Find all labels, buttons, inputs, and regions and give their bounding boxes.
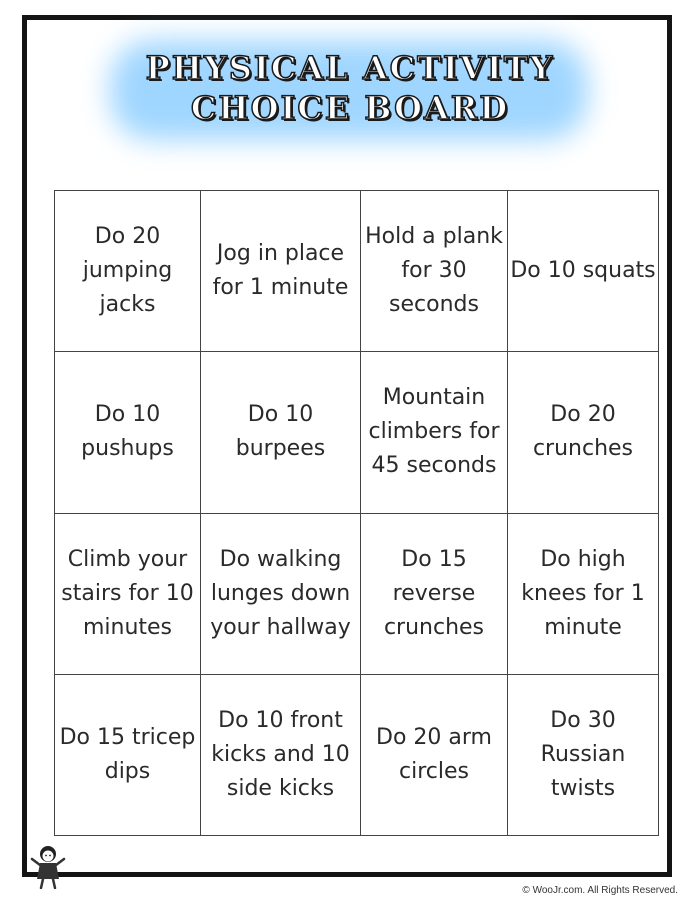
title-line-1: PHYSICAL ACTIVITY [145, 49, 555, 87]
page-title [80, 48, 620, 128]
board-cell: Do 15 tricep dips [55, 674, 201, 835]
woo-jr-mascot-icon [30, 843, 66, 889]
board-cell: Jog in place for 1 minute [201, 191, 361, 352]
board-cell: Climb your stairs for 10 minutes [55, 513, 201, 674]
board-cell: Do walking lunges down your hallway [201, 513, 361, 674]
board-row [55, 513, 659, 674]
copyright-footer: © WooJr.com. All Rights Reserved. [522, 885, 678, 896]
board-cell: Do 20 arm circles [361, 674, 508, 835]
board-cell: Do 10 squats [508, 191, 659, 352]
board-cell: Hold a plank for 30 seconds [361, 191, 508, 352]
board-cell: Do 15 reverse crunches [361, 513, 508, 674]
board-cell: Do high knees for 1 minute [508, 513, 659, 674]
board-cell: Do 10 burpees [201, 352, 361, 513]
choice-board [54, 190, 659, 836]
board-row [55, 352, 659, 513]
board-cell: Do 20 jumping jacks [55, 191, 201, 352]
board-cell: Mountain climbers for 45 seconds [361, 352, 508, 513]
board-cell: Do 10 pushups [55, 352, 201, 513]
board-cell: Do 20 crunches [508, 352, 659, 513]
board-row [55, 191, 659, 352]
board-row [55, 674, 659, 835]
title-line-2: CHOICE BOARD [190, 89, 510, 127]
board-cell: Do 10 front kicks and 10 side kicks [201, 674, 361, 835]
board-cell: Do 30 Russian twists [508, 674, 659, 835]
